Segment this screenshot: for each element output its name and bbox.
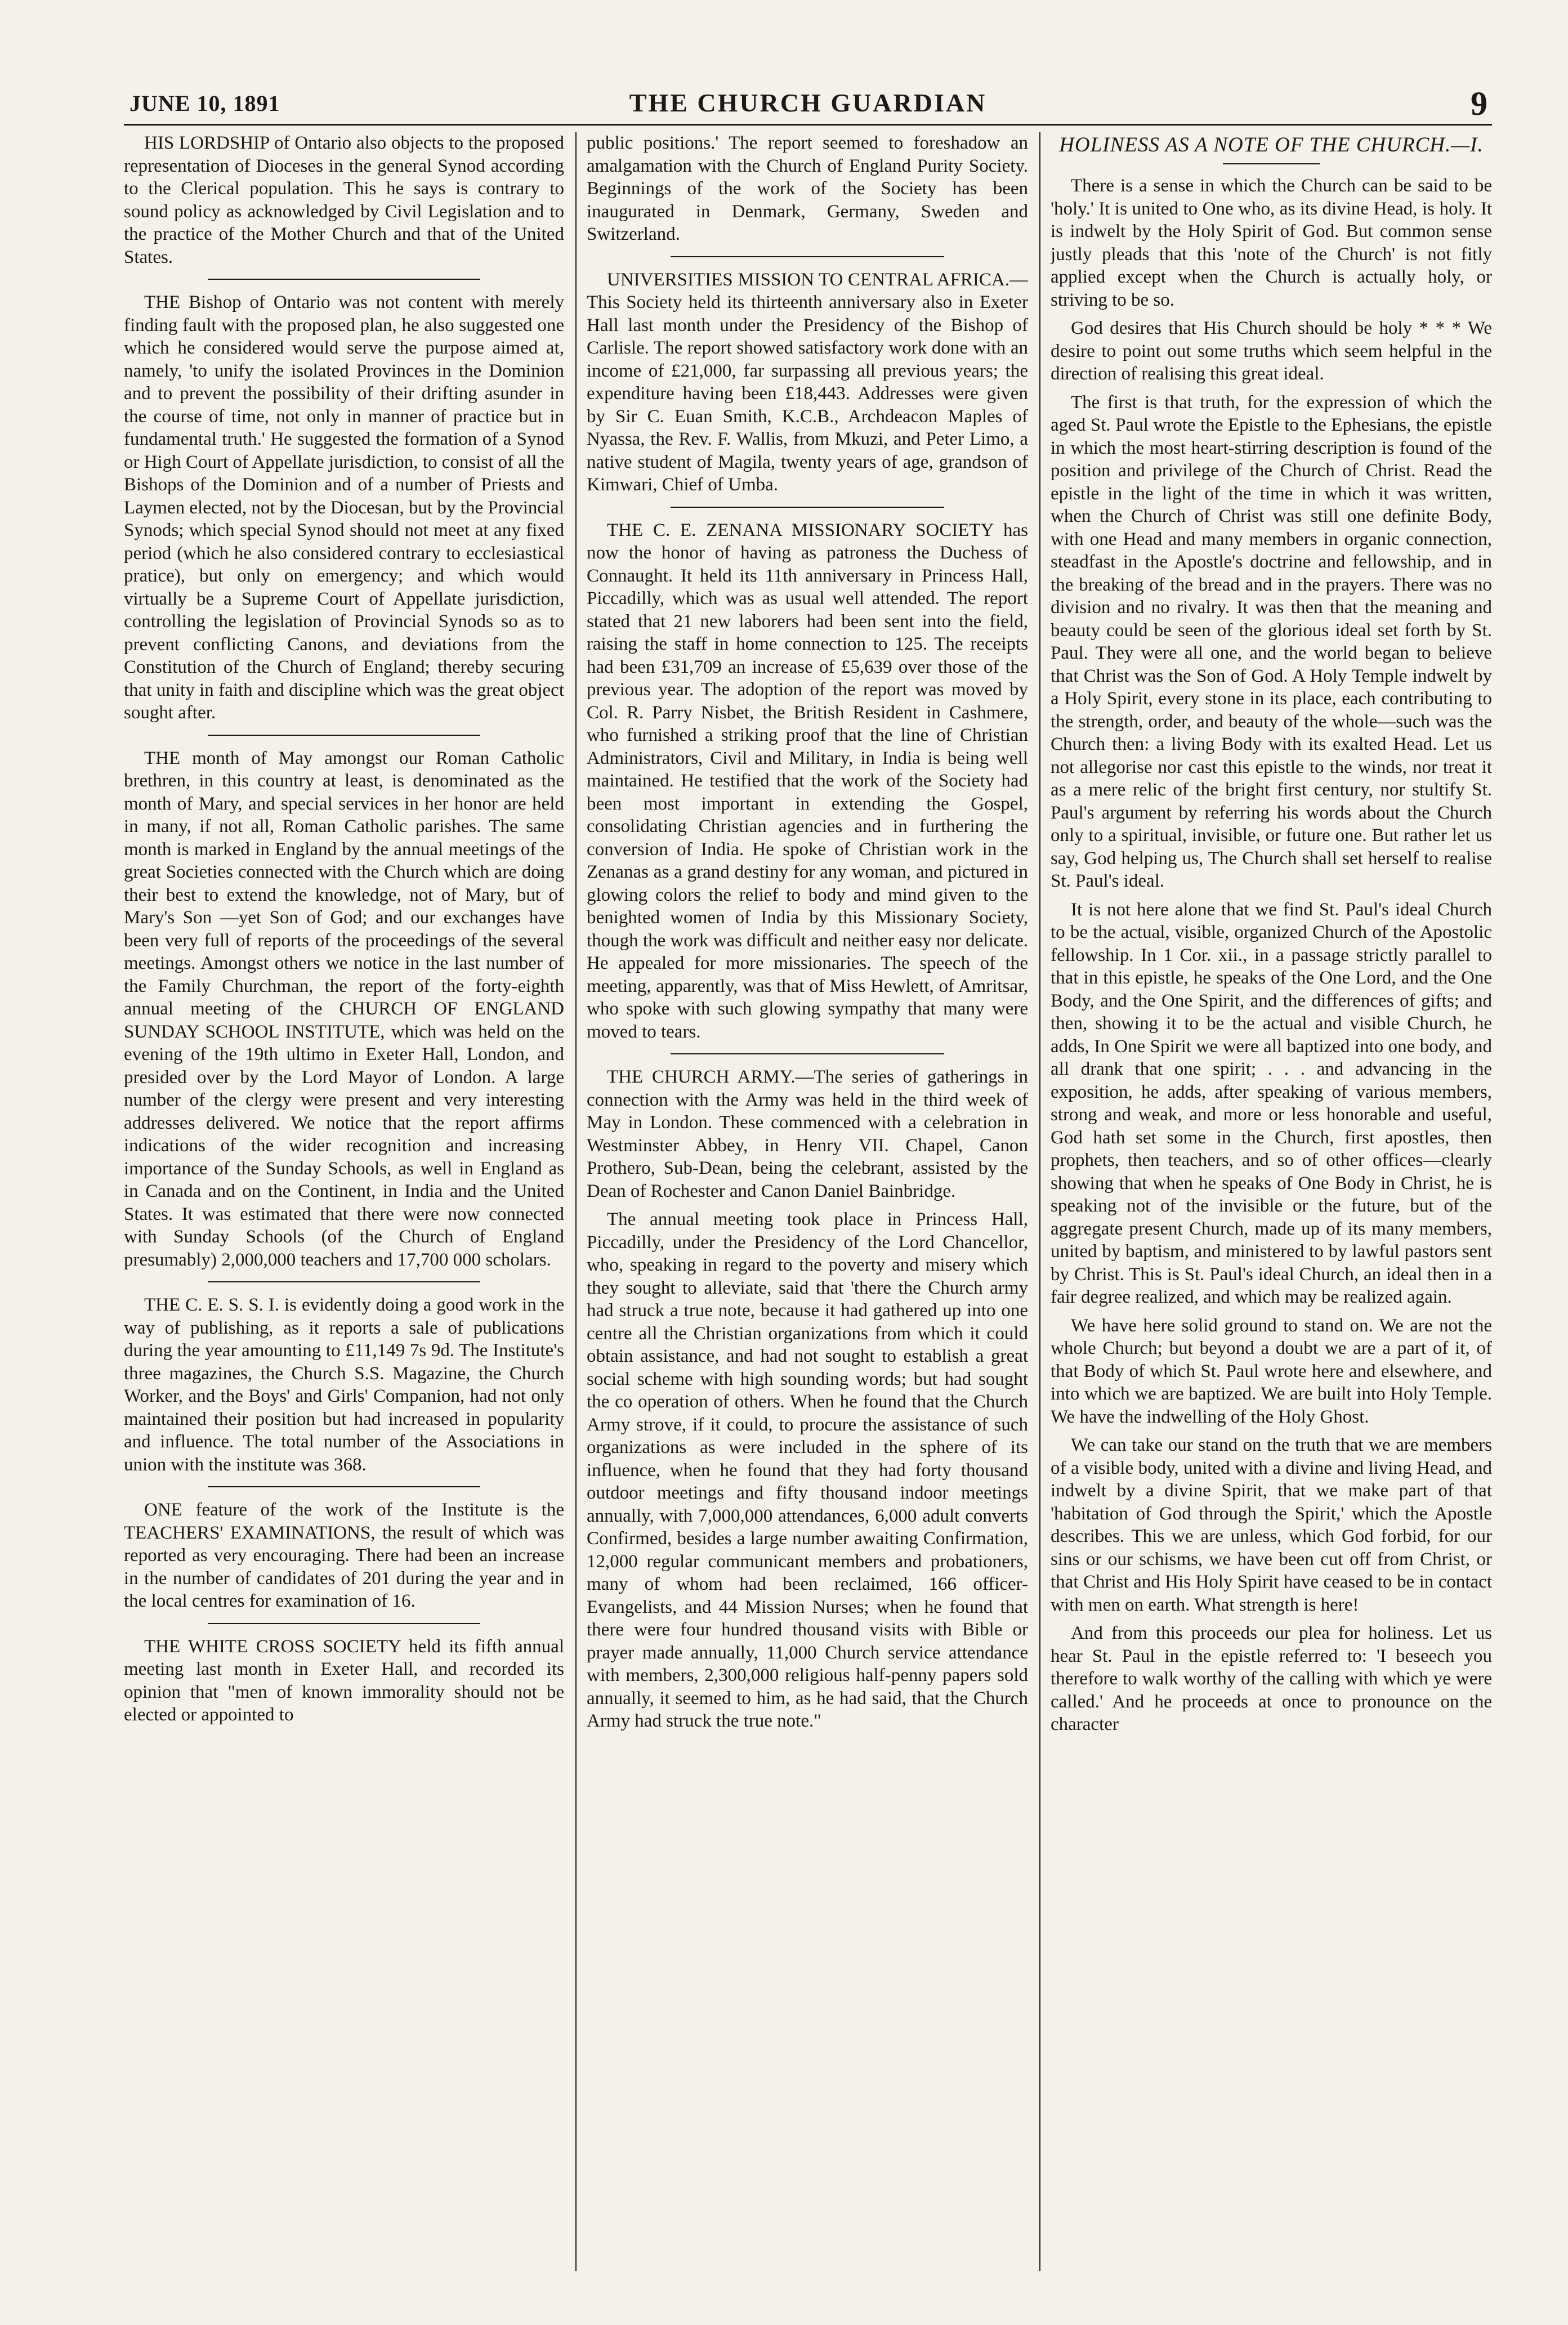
column-1	[124, 132, 564, 2271]
column-rule	[575, 132, 577, 2271]
column-2	[587, 132, 1028, 2271]
column-rule	[1039, 132, 1040, 2271]
paragraph: The annual meeting took place in Princess Hall, Piccadilly, under the Presidency of the Lord Chancellor, who, speaking in regard to the poverty and misery which they sought to alleviate, said that 'there the Church army had struck a true note, because it had gathered up into one centre all the Christian organizations from which it could obtain assistance, and had not sought to establish a great social scheme with high sounding words; but had sought the co operation of others. When he found that the Church Army strove, if it could, to procure the assistance of such organizations as were included in the sphere of its influence, when he found that they had forty thousand outdoor meetings and fifty thousand indoor meetings annually, with 7,000,000 attendances, 6,000 adult converts Confirmed, besides a large number awaiting Confirmation, 12,000 regular communicant members and probationers, many of whom had been reclaimed, 166 officer-Evangelists, and 44 Mission Nurses; when he found that there were four hundred thousand visits with Bible or prayer made annually, 11,000 Church service attendance with members, 2,300,000 religious half-penny papers sold annually, it seemed to him, as he had said, that the Church Army had struck the true note."	[587, 1209, 1028, 1731]
paragraph: The first is that truth, for the expression of which the aged St. Paul wrote the Epistle to the Ephesians, the epistle in which the most heart-stirring description is found of the position and privilege of the Church of Christ. Read the epistle in the light of the time in which it was written, when the Church of Christ was still one definite Body, with one Head and many members in organic connection, steadfast in the Apostle's doctrine and fellowship, and in the breaking of the bread and in the prayers. There was no division and no rivalry. It was then that the meaning and beauty could be seen of the glorious ideal set forth by St. Paul. They were all one, and the world began to believe that Christ was the Son of God. A Holy Temple indwelt by a Holy Spirit, every stone in its place, each contributing to the strength, order, and beauty of the whole—such was the Church then: a living Body with its exalted Head. Let us not allegorise nor cast this epistle to the winds, nor treat it as a mere relic of the bright first century, nor stultify St. Paul's argument by referring his words about the Church only to a spiritual, invisible, or future one. But rather let us say, God helping us, The Church shall set herself to realise St. Paul's ideal.	[1051, 392, 1492, 891]
paragraph: HIS LORDSHIP of Ontario also objects to the proposed representation of Dioceses in the general Synod according to the Clerical population. This he says is contrary to sound policy as acknowledged by Civil Legislation and to the practice of the Mother Church and that of the United States.	[124, 133, 564, 267]
divider	[208, 1486, 481, 1487]
page-header	[124, 79, 1492, 120]
paragraph: ONE feature of the work of the Institute is the TEACHERS' EXAMINATIONS, the result of which was reported as very encouraging. There had been an increase in the number of candidates of 201 during the year and in the local centres for examination of 16.	[124, 1500, 564, 1611]
header-rule	[124, 124, 1492, 126]
issue-date: JUNE 10, 1891	[129, 91, 280, 116]
paragraph: UNIVERSITIES MISSION TO CENTRAL AFRICA.—This Society held its thirteenth anniversary also in Exeter Hall last month under the Presidency of the Bishop of Carlisle. The report showed satisfactory work done with an income of £21,000, far surpassing all previous years; the expenditure having been £18,443. Addresses were given by Sir C. Euan Smith, K.C.B., Archdeacon Maples of Nyassa, the Rev. F. Wallis, from Mkuzi, and Peter Limo, a native student of Magila, twenty years of age, grandson of Kimwari, Chief of Umba.	[587, 269, 1028, 495]
divider	[671, 1053, 944, 1054]
page-number: 9	[1471, 85, 1487, 122]
title-divider	[1223, 163, 1320, 164]
divider	[671, 256, 944, 257]
divider	[208, 735, 481, 736]
paragraph: THE month of May amongst our Roman Catholic brethren, in this country at least, is denominated as the month of Mary, and special services in her honor are held in many, if not all, Roman Catholic parishes. The same month is marked in England by the annual meetings of the great Societies connected with the Church which are doing their best to extend the knowledge, not of Mary, but of Mary's Son —yet Son of God; and our exchanges have been very full of reports of the proceedings of the several meetings. Amongst others we notice in the last number of the Family Churchman, the report of the forty-eighth annual meeting of the CHURCH OF ENGLAND SUNDAY SCHOOL INSTITUTE, which was held on the evening of the 19th ultimo in Exeter Hall, London, and presided over by the Lord Mayor of London. A large number of the clergy were present and very interesting addresses delivered. We notice that the report affirms indications of the wider recognition and increasing importance of the Sunday Schools, as well in England as in Canada and on the Continent, in India and the United States. It was estimated that there were now connected with Sunday Schools (of the Church of England presumably) 2,000,000 teachers and 17,700 000 scholars.	[124, 748, 564, 1270]
columns	[124, 132, 1492, 2271]
paragraph: THE CHURCH ARMY.—The series of gatherings in connection with the Army was held in the third week of May in London. These commenced with a celebration in Westminster Abbey, in Henry VII. Chapel, Canon Prothero, Sub-Dean, being the celebrant, assisted by the Dean of Rochester and Canon Daniel Bainbridge.	[587, 1067, 1028, 1201]
paragraph: THE C. E. ZENANA MISSIONARY SOCIETY has now the honor of having as patroness the Duchess of Connaught. It held its 11th anniversary in Princess Hall, Piccadilly, which was as usual well attended. The report stated that 21 new laborers had been sent into the field, raising the staff in home connection to 125. The receipts had been £31,709 an increase of £5,639 over those of the previous year. The adoption of the report was moved by Col. R. Parry Nisbet, the British Resident in Cashmere, who furnished a striking proof that the line of Christian Administrators, Civil and Military, in India is being well maintained. He testified that the work of the Society had been most important in extending the Gospel, consolidating Christian agencies and in furthering the conversion of India. He spoke of Christian work in the Zenanas as a grand destiny for any woman, and pictured in glowing colors the relief to body and mind given to the benighted women of India by this Missionary Society, though the work was difficult and neither easy nor delicate. He appealed for more missionaries. The speech of the meeting, apparently, was that of Miss Hewlett, of Amritsar, who spoke with such glowing sympathy that many were moved to tears.	[587, 520, 1028, 1042]
paragraph: It is not here alone that we find St. Paul's ideal Church to be the actual, visible, organized Church of the Apostolic fellowship. In 1 Cor. xii., in a passage strictly parallel to that in this epistle, he speaks of the One Lord, and the One Body, and the One Spirit, and the differences of gifts; and then, showing it to be the actual and visible Church, he adds, In One Spirit we were all baptized into one body, and all drank that one spirit; . . . and advancing in the exposition, he adds, after speaking of various members, strong and weak, and more or less honorable and useful, God hath set some in the Church, first apostles, then prophets, then teachers, and so of other offices—clearly showing that when he speaks of One Body in Christ, he is speaking not of the invisible or the future, but of the aggregate present Church, made up of its many members, united by baptism, and ministered to by lawful pastors sent by Christ. This is St. Paul's ideal Church, an ideal then in a fair degree realized, and which may be realized again.	[1051, 899, 1492, 1307]
divider	[671, 507, 944, 508]
column-3	[1051, 132, 1492, 2271]
newspaper-page	[124, 79, 1492, 2286]
paragraph: God desires that His Church should be holy * * * We desire to point out some truths which seem helpful in the direction of realising this great ideal.	[1051, 318, 1492, 384]
paragraph: There is a sense in which the Church can be said to be 'holy.' It is united to One who, as its divine Head, is holy. It is indwelt by the Holy Spirit of God. But common sense justly pleads that this 'note of the Church' is not fitly applied except when the Church is actually holy, or striving to be so.	[1051, 176, 1492, 310]
masthead-title: THE CHURCH GUARDIAN	[629, 88, 987, 117]
divider	[208, 279, 481, 280]
paragraph: THE C. E. S. S. I. is evidently doing a good work in the way of publishing, as it reports a sale of publications during the year amounting to £11,149 7s 9d. The Institute's three magazines, the Church S.S. Magazine, the Church Worker, and the Boys' and Girls' Companion, had not only maintained their position but had increased in popularity and influence. The total number of the Associations in union with the institute was 368.	[124, 1295, 564, 1475]
divider	[208, 1281, 481, 1282]
paragraph: And from this proceeds our plea for holiness. Let us hear St. Paul in the epistle referred to: 'I beseech you therefore to walk worthy of the calling with which ye were called.' And he proceeds at once to pronounce on the character	[1051, 1623, 1492, 1734]
paragraph: THE Bishop of Ontario was not content with merely finding fault with the proposed plan, he also suggested one which he considered would serve the purpose aimed at, namely, 'to unify the isolated Provinces in the Dominion and to prevent the possibility of their drifting asunder in the course of time, not only in manner of practice but in fundamental truth.' He suggested the formation of a Synod or High Court of Appellate jurisdiction, to consist of all the Bishops of the Dominion and of a number of Priests and Laymen elected, not by the Diocesan, but by the Provincial Synods; which special Synod should not meet at any fixed period (which he also considered contrary to ecclesiastical pratice), but only on emergency; and which would virtually be a Supreme Court of Appellate jurisdiction, controlling the legislation of Provincial Synods so as to prevent conflicting Canons, and deviations from the Constitution of the Church of England; thereby securing that unity in faith and discipline which was the great object sought after.	[124, 292, 564, 723]
paragraph: THE WHITE CROSS SOCIETY held its fifth annual meeting last month in Exeter Hall, and recorded its opinion that "men of known immorality should not be elected or appointed to	[124, 1636, 564, 1725]
divider	[208, 1623, 481, 1624]
paragraph: We can take our stand on the truth that we are members of a visible body, united with a divine and living Head, and indwelt by a divine Spirit, that we make part of that 'habitation of God through the Spirit,' which the Apostle describes. This we are unless, which God forbid, for our sins or our schisms, we have been cut off from Christ, or that Christ and His Holy Spirit have ceased to be in contact with men on earth. What strength is here!	[1051, 1435, 1492, 1615]
paragraph: public positions.' The report seemed to foreshadow an amalgamation with the Church of England Purity Society. Beginnings of the work of the Society has been inaugurated in Denmark, Germany, Sweden and Switzerland.	[587, 133, 1028, 244]
paragraph: We have here solid ground to stand on. We are not the whole Church; but beyond a doubt we are a part of it, of that Body of which St. Paul wrote here and elsewhere, and into which we are baptized. We are built into Holy Temple. We have the indwelling of the Holy Ghost.	[1051, 1315, 1492, 1427]
article-title: HOLINESS AS A NOTE OF THE CHURCH.—I.	[1059, 133, 1484, 157]
